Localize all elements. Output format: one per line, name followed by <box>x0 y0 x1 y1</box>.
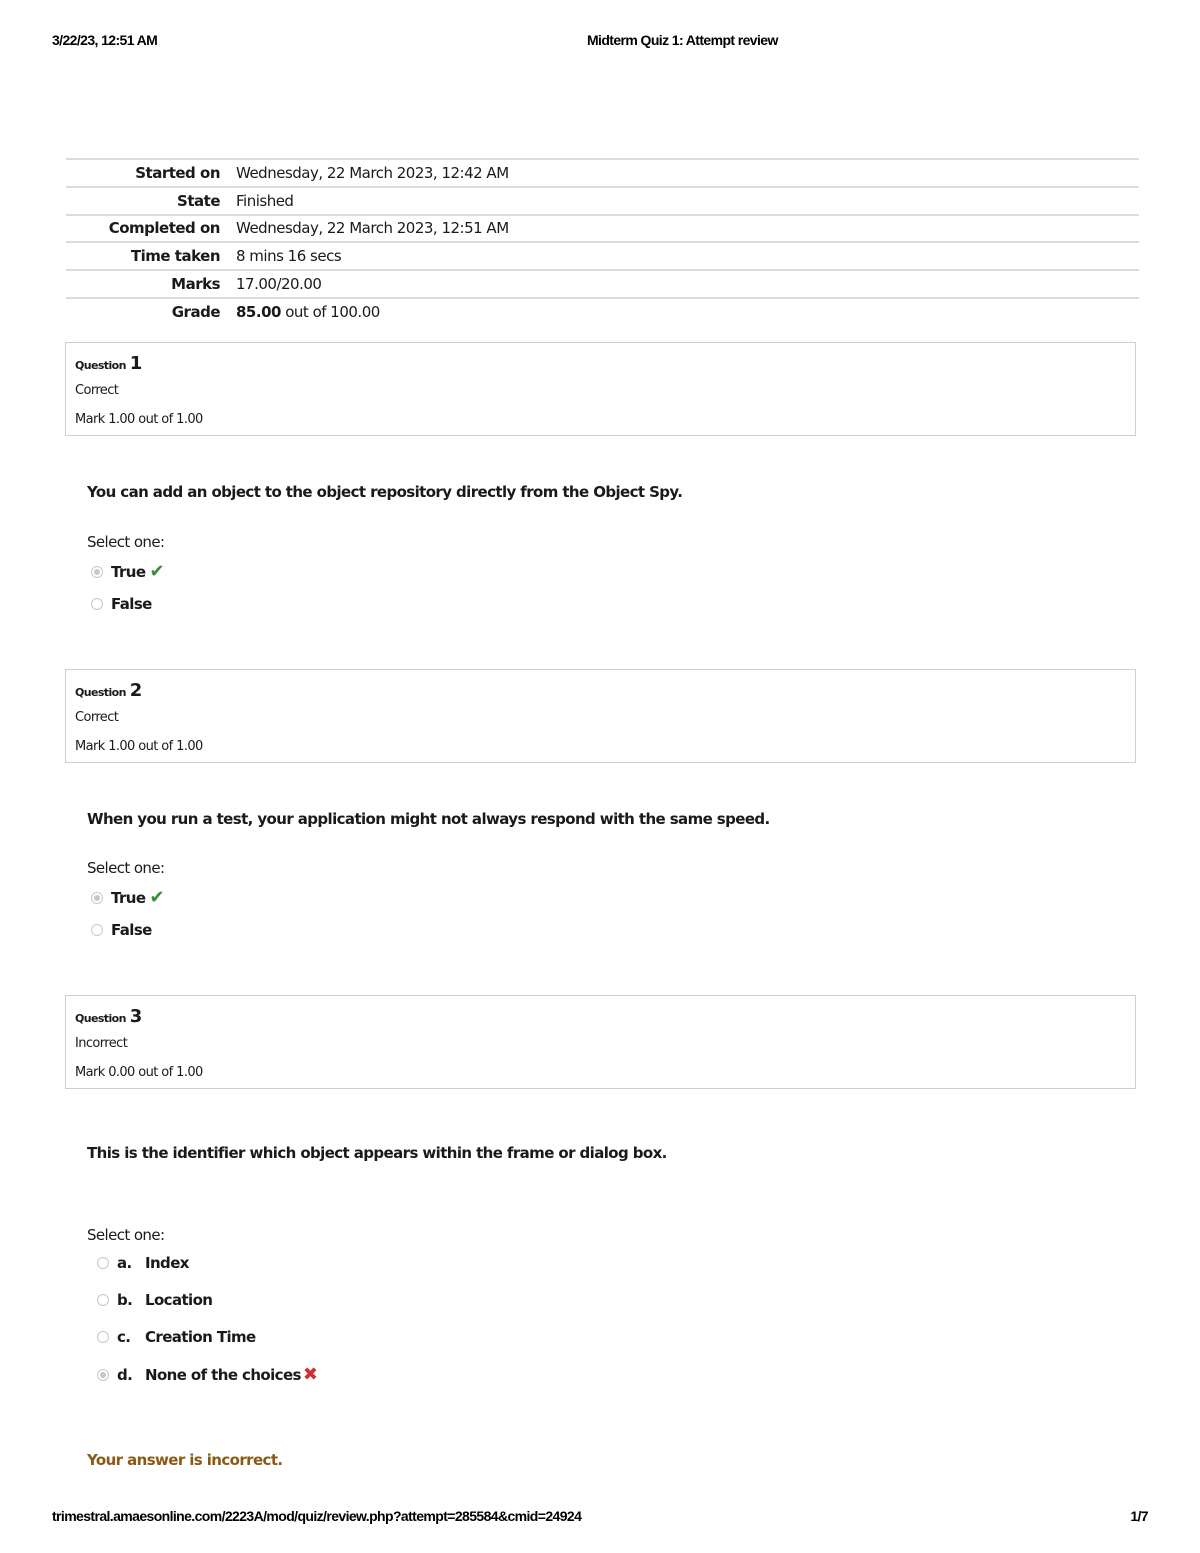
answer-option-a[interactable] <box>87 1254 189 1272</box>
option-label: None of the choices <box>145 1365 301 1384</box>
summary-row-marks <box>66 270 1139 298</box>
summary-label: Completed on <box>108 219 220 238</box>
print-title: Midterm Quiz 1: Attempt review <box>587 32 778 48</box>
summary-label: Grade <box>171 303 220 322</box>
radio-button[interactable] <box>97 1257 109 1269</box>
option-label: False <box>111 921 152 939</box>
question-info-3 <box>65 995 1136 1089</box>
option-label: False <box>111 595 152 613</box>
question-state: Incorrect <box>75 1036 128 1051</box>
radio-button[interactable] <box>91 924 103 936</box>
option-label: Location <box>145 1291 213 1309</box>
radio-button[interactable] <box>91 598 103 610</box>
question-mark: Mark 0.00 out of 1.00 <box>75 1065 203 1080</box>
radio-button[interactable] <box>97 1369 109 1381</box>
summary-row-time-taken <box>66 242 1139 270</box>
question-info-2 <box>65 669 1136 763</box>
question-text: This is the identifier which object appears within the frame or dialog box. <box>87 1144 667 1162</box>
radio-button[interactable] <box>97 1294 109 1306</box>
check-icon: ✔ <box>149 561 164 582</box>
option-letter: b. <box>117 1291 133 1309</box>
answer-option-true[interactable] <box>87 887 164 908</box>
question-state: Correct <box>75 710 119 725</box>
option-label: Creation Time <box>145 1328 256 1346</box>
option-label: Index <box>145 1254 189 1272</box>
question-info-1 <box>65 342 1136 436</box>
question-mark: Mark 1.00 out of 1.00 <box>75 739 203 754</box>
summary-label: Marks <box>171 275 220 294</box>
summary-row-grade <box>66 298 1139 326</box>
summary-value: 17.00/20.00 <box>236 275 322 294</box>
attempt-summary-table <box>66 158 1139 326</box>
question-number: Question 3 <box>75 1006 143 1027</box>
option-letter: d. <box>117 1365 133 1384</box>
option-letter: c. <box>117 1328 131 1346</box>
summary-row-completed <box>66 215 1139 243</box>
summary-value: Wednesday, 22 March 2023, 12:51 AM <box>236 219 509 238</box>
option-letter: a. <box>117 1254 132 1272</box>
question-text: When you run a test, your application might not always respond with the same speed. <box>87 810 770 828</box>
select-one-prompt: Select one: <box>87 1226 165 1244</box>
select-one-prompt: Select one: <box>87 859 165 877</box>
option-label: True <box>111 888 146 907</box>
radio-button[interactable] <box>97 1331 109 1343</box>
print-footer <box>52 1508 1148 1526</box>
page-number: 1/7 <box>1130 1508 1148 1524</box>
feedback-incorrect: Your answer is incorrect. <box>87 1451 283 1469</box>
summary-value <box>236 298 1139 326</box>
summary-value: Finished <box>236 191 294 210</box>
question-text: You can add an object to the object repository directly from the Object Spy. <box>87 483 683 501</box>
question-number: Question 2 <box>75 680 143 701</box>
grade-value: 85.00 <box>236 303 281 322</box>
summary-label: State <box>177 191 220 210</box>
question-mark: Mark 1.00 out of 1.00 <box>75 412 203 427</box>
answer-option-false[interactable] <box>87 595 152 613</box>
answer-option-d[interactable] <box>87 1364 317 1385</box>
question-number: Question 1 <box>75 353 143 374</box>
page-url: trimestral.amaesonline.com/2223A/mod/quiz/review.php?attempt=285584&cmid=24924 <box>52 1508 582 1524</box>
radio-button[interactable] <box>91 566 103 578</box>
summary-row-started <box>66 159 1139 187</box>
summary-value: 8 mins 16 secs <box>236 247 342 266</box>
print-header <box>52 32 1148 50</box>
print-date: 3/22/23, 12:51 AM <box>52 32 158 48</box>
summary-value: Wednesday, 22 March 2023, 12:42 AM <box>236 163 509 182</box>
answer-option-b[interactable] <box>87 1291 212 1309</box>
summary-label: Time taken <box>130 247 220 266</box>
radio-button[interactable] <box>91 892 103 904</box>
cross-icon: ✖ <box>302 1364 318 1385</box>
check-icon: ✔ <box>149 887 164 908</box>
answer-option-c[interactable] <box>87 1328 256 1346</box>
summary-label: Started on <box>135 163 220 182</box>
question-state: Correct <box>75 383 119 398</box>
answer-option-true[interactable] <box>87 561 164 582</box>
summary-row-state <box>66 187 1139 215</box>
grade-suffix: out of 100.00 <box>285 303 380 322</box>
select-one-prompt: Select one: <box>87 533 165 551</box>
answer-option-false[interactable] <box>87 921 152 939</box>
option-label: True <box>111 562 146 581</box>
